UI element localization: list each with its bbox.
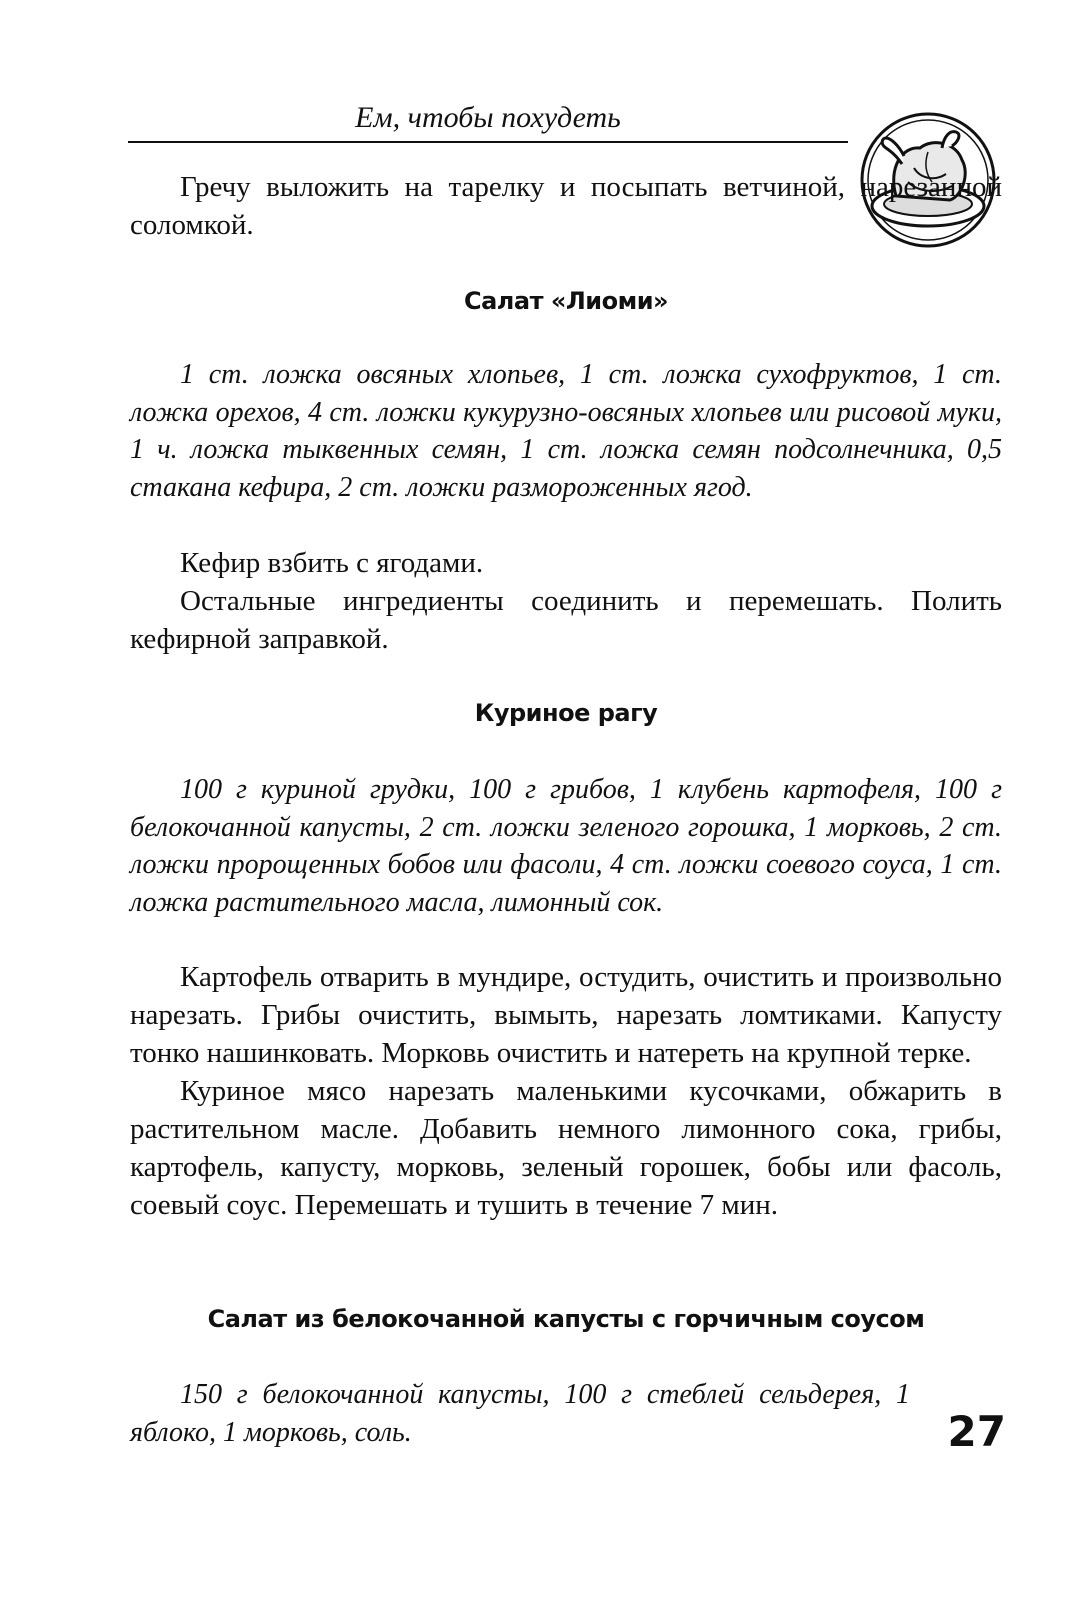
recipe-ingredients: 100 г куриной грудки, 100 г грибов, 1 клубень картофеля, 100 г белокочанной капусты, 2 ст. ложки зеленого горошка, 1 морковь, 2 ст. ложки пророщенных бобов или фасоли, 4 ст. ложки соевого соуса, 1 ст. ложка растительного масла, лимонный сок. <box>130 774 1002 918</box>
recipe-lyomi-ingredients-block <box>130 356 1002 506</box>
recipe-title: Куриное рагу <box>474 699 658 727</box>
recipe-title: Салат «Лиоми» <box>463 287 669 315</box>
recipe-cabbage-salad-ingredients-block <box>130 1376 910 1451</box>
recipe-chicken-ragout-ingredients-block <box>130 771 1002 921</box>
header-rule <box>128 141 848 143</box>
recipe-chicken-ragout-steps-block <box>130 958 1002 1224</box>
recipe-ingredients: 150 г белокочанной капусты, 100 г стеблей сельдерея, 1 яблоко, 1 морковь, соль. <box>130 1379 910 1448</box>
recipe-cabbage-salad <box>130 1302 1002 1336</box>
recipe-step: Остальные ингредиенты соединить и перемешать. Полить кефирной заправкой. <box>130 585 1002 655</box>
recipe-lyomi-steps-block <box>130 544 1002 658</box>
recipe-title: Салат из белокочанной капусты с горчичным соусом <box>207 1305 925 1333</box>
recipe-step: Картофель отварить в мундире, остудить, очистить и произвольно нарезать. Грибы очистить, вымыть, нарезать ломтиками. Капусту тонко нашинковать. Морковь очистить и натереть на крупной терке. <box>130 961 1002 1069</box>
recipe-chicken-ragout <box>130 696 1002 730</box>
page-number: 27 <box>947 1407 1006 1456</box>
running-head: Ем, чтобы похудеть <box>355 101 621 134</box>
intro-block <box>130 168 1002 244</box>
recipe-step: Кефир взбить с ягодами. <box>180 547 484 579</box>
recipe-ingredients: 1 ст. ложка овсяных хлопьев, 1 ст. ложка сухофруктов, 1 ст. ложка орехов, 4 ст. ложки кукурузно-овсяных хлопьев или рисовой муки, 1 ч. ложка тыквенных семян, 1 ст. ложка семян подсолнечника, 0,5 стакана кефира, 2 ст. ложки размороженных ягод. <box>130 359 1002 503</box>
recipe-step: Куриное мясо нарезать маленькими кусочками, обжарить в растительном масле. Добавить немного лимонного сока, грибы, картофель, капусту, морковь, зеленый горошек, бобы или фасоль, соевый соус. Перемешать и тушить в течение 7 мин. <box>130 1075 1002 1221</box>
recipe-lyomi <box>130 284 1002 318</box>
intro-paragraph: Гречу выложить на тарелку и посыпать ветчиной, нарезанной соломкой. <box>130 171 1002 241</box>
